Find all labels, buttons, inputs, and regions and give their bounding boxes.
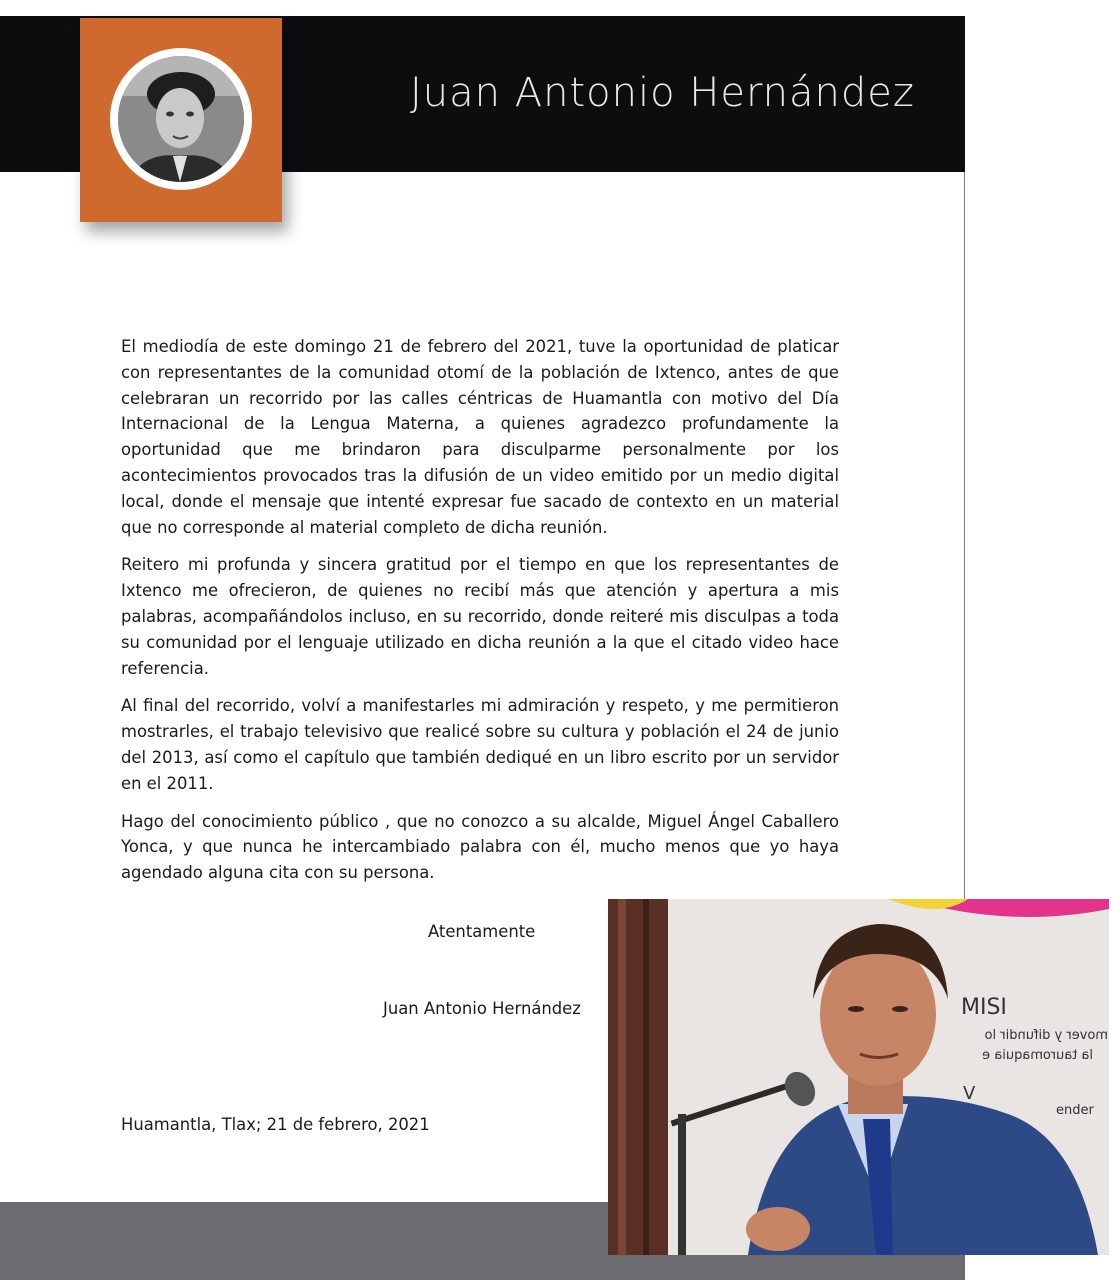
letter-paragraph: Al final del recorrido, volví a manifestarles mi admiración y respeto, y me permitieron mostrarles, el trabajo televisivo que realicé sobre su cultura y población el 24 de junio del 2013, así como el capítulo que también dediqué en un libro escrito por un servidor en el 2011. [121, 696, 839, 793]
logo-portrait-image [118, 56, 244, 182]
speaker-photo [608, 899, 1109, 1255]
sign-text: la tauromaquia e [982, 1048, 1093, 1063]
sign-text: MISI [961, 995, 1007, 1020]
closing-salutation: Atentamente [428, 922, 536, 941]
logo-circle [110, 48, 252, 190]
letterhead-name: Juan Antonio Hernández [410, 70, 915, 116]
letter-paragraph: El mediodía de este domingo 21 de febrero del 2021, tuve la oportunidad de platicar con representantes de la comunidad otomí de la población de Ixtenco, antes de que celebraran un recorrido por las calles céntricas de Huamantla con motivo del Día Internacional de la Lengua Materna, a quienes agradezco profundamente la oportunidad que me brindaron para disculparme personalmente por los acontecimientos provocados tras la difusión de un video emitido por un medio digital local, donde el mensaje que intenté expresar fue sacado de contexto en un material que no corresponde al material completo de dicha reunión. [121, 337, 839, 537]
letter-paragraph: Reitero mi profunda y sincera gratitud por el tiempo en que los representantes de Ixtenco me ofrecieron, de quienes no recibí más que atención y apertura a mis palabras, acompañándolos incluso, en su recorrido, donde reiteré mis disculpas a toda su comunidad por el lenguaje utilizado en dicha reunión a la que el citado video hace referencia. [121, 555, 839, 678]
sign-text: ender [1056, 1103, 1094, 1118]
place-and-date: Huamantla, Tlax; 21 de febrero, 2021 [121, 1115, 430, 1134]
letter-paragraph: Hago del conocimiento público , que no conozco a su alcalde, Miguel Ángel Caballero Yonca, y que nunca he intercambiado palabra con él, mucho menos que yo haya agendado alguna cita con su persona. [121, 811, 839, 883]
letter-body [121, 334, 839, 898]
logo-badge [80, 18, 282, 222]
sign-text: mover y difundir lo [984, 1028, 1108, 1043]
signer-name: Juan Antonio Hernández [383, 999, 581, 1018]
sign-text: V [963, 1083, 976, 1104]
